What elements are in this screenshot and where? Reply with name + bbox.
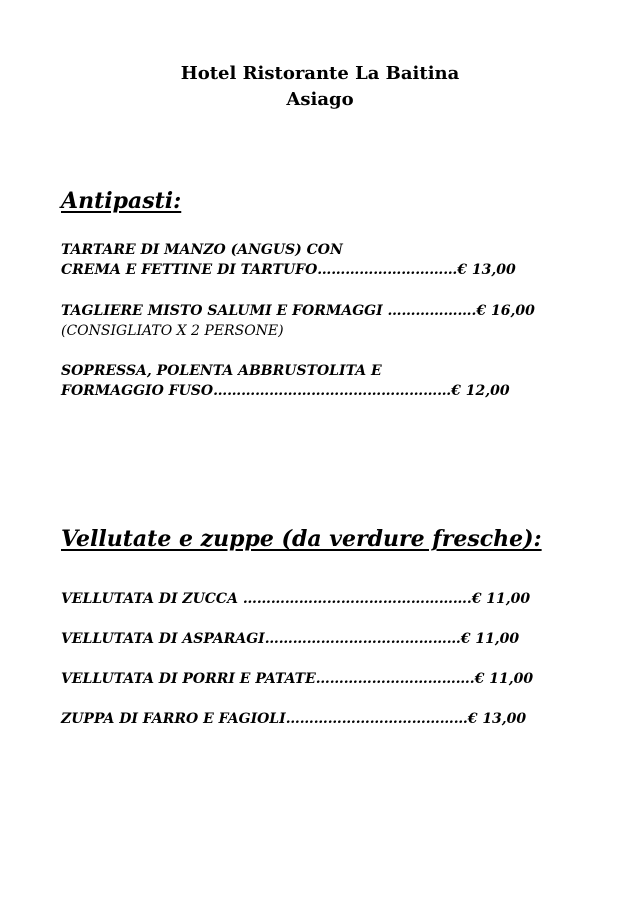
section-heading-antipasti: Antipasti:: [61, 188, 182, 214]
menu-item-vellutata-zucca: [61, 589, 530, 609]
menu-item-note: (CONSIGLIATO X 2 PERSONE): [61, 323, 284, 339]
menu-item-name-price: VELLUTATA DI ZUCCA ………………………………………….€ 11,00: [61, 591, 531, 607]
menu-item-name-price: VELLUTATA DI ASPARAGI……………………………………€ 11,00: [61, 631, 520, 647]
menu-item-vellutata-asparagi: [61, 629, 519, 649]
restaurant-location: Asiago: [286, 89, 354, 110]
menu-item-name-price: TAGLIERE MISTO SALUMI E FORMAGGI ……………….€ 16,00: [61, 303, 535, 319]
menu-item-sopressa: [61, 361, 510, 401]
menu-item-vellutata-porri: [61, 669, 533, 689]
restaurant-name: Hotel Ristorante La Baitina: [180, 63, 460, 84]
menu-item-name-price: ZUPPA DI FARRO E FAGIOLI…………………………………€ 13,00: [61, 711, 527, 727]
menu-item-name-price: FORMAGGIO FUSO……………………………………………€ 12,00: [61, 383, 510, 399]
menu-item-tartare: [61, 240, 516, 280]
page-title: [0, 61, 640, 113]
menu-item-name-price: VELLUTATA DI PORRI E PATATE…………………………….€ 11,00: [61, 671, 534, 687]
menu-item-tagliere: [61, 301, 535, 341]
menu-item-name: TARTARE DI MANZO (ANGUS) CON: [61, 242, 343, 258]
menu-item-zuppa-farro: [61, 709, 526, 729]
section-heading-vellutate: Vellutate e zuppe (da verdure fresche):: [61, 526, 542, 552]
menu-item-name-price: CREMA E FETTINE DI TARTUFO…………………………€ 13,00: [61, 262, 516, 278]
menu-item-name: SOPRESSA, POLENTA ABBRUSTOLITA E: [61, 363, 382, 379]
